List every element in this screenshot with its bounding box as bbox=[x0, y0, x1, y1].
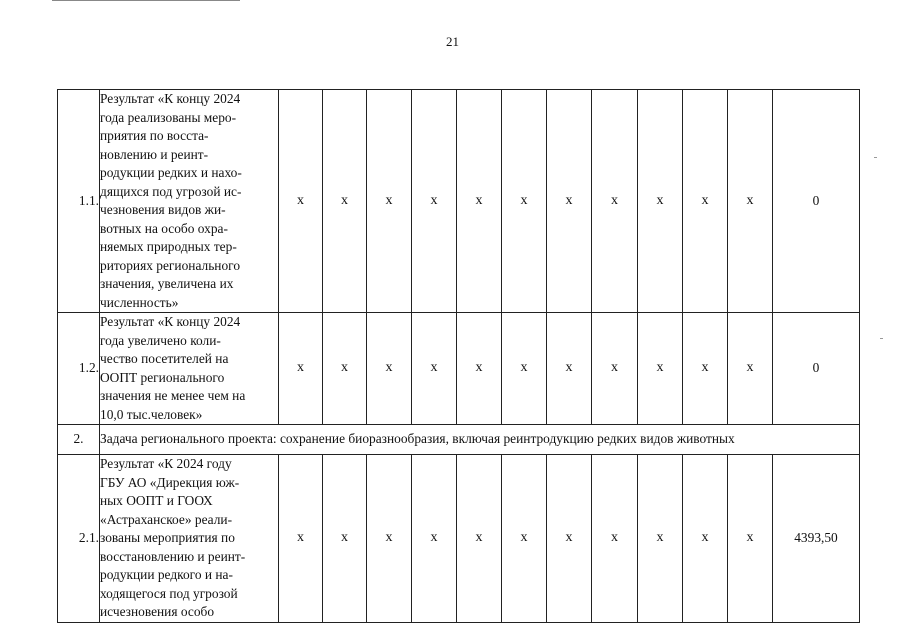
row-number: 2. bbox=[58, 425, 100, 455]
x-mark-cell: x bbox=[592, 90, 638, 313]
x-mark-cell: x bbox=[279, 90, 323, 313]
x-mark-cell: x bbox=[683, 313, 728, 425]
page-number: 21 bbox=[446, 34, 459, 49]
total-value: 0 bbox=[773, 90, 860, 313]
x-mark-cell: x bbox=[638, 313, 683, 425]
description-line: ных ООПТ и ГООХ bbox=[100, 493, 213, 508]
top-rule bbox=[52, 0, 240, 1]
x-mark-cell: x bbox=[547, 455, 592, 623]
scan-speck bbox=[874, 157, 877, 158]
total-value: 0 bbox=[773, 313, 860, 425]
table-row bbox=[58, 90, 860, 313]
description-line: ООПТ регионального bbox=[100, 369, 225, 385]
x-mark-cell: x bbox=[367, 313, 412, 425]
description-line: года увеличено коли- bbox=[100, 332, 221, 348]
description-line: чество посетителей на bbox=[100, 351, 229, 366]
result-description bbox=[100, 455, 279, 623]
x-mark-cell: x bbox=[323, 313, 367, 425]
x-mark-cell: x bbox=[728, 455, 773, 623]
row-number: 2.1. bbox=[58, 455, 100, 623]
description-line: родукции редкого и на- bbox=[100, 567, 233, 582]
description-line: Результат «К концу 2024 bbox=[100, 91, 241, 106]
x-mark-cell: x bbox=[323, 90, 367, 313]
x-mark-cell: x bbox=[367, 455, 412, 623]
description-line: чезновения видов жи- bbox=[100, 202, 226, 217]
description-line: исчезновения особо bbox=[100, 604, 215, 619]
description-line: ходящегося под угрозой bbox=[100, 585, 238, 601]
table-row bbox=[58, 313, 860, 425]
description-line: приятия по восста- bbox=[100, 128, 209, 143]
x-mark-cell: x bbox=[547, 90, 592, 313]
task-heading: Задача регионального проекта: сохранение биоразнообразия, включая реинтродукцию редких видов животных bbox=[100, 425, 860, 455]
x-mark-cell: x bbox=[728, 313, 773, 425]
row-number: 1.2. bbox=[58, 313, 100, 425]
total-value: 4393,50 bbox=[773, 455, 860, 623]
description-line: вотных на особо охра- bbox=[100, 220, 228, 236]
description-line: значения, увеличена их bbox=[100, 276, 234, 291]
x-mark-cell: x bbox=[547, 313, 592, 425]
x-mark-cell: x bbox=[279, 455, 323, 623]
x-mark-cell: x bbox=[502, 313, 547, 425]
x-mark-cell: x bbox=[323, 455, 367, 623]
x-mark-cell: x bbox=[683, 455, 728, 623]
description-line: численность» bbox=[100, 294, 179, 310]
description-line: новлению и реинт- bbox=[100, 146, 209, 162]
result-description bbox=[100, 313, 279, 425]
description-line: зованы мероприятия по bbox=[100, 530, 235, 545]
description-line: няемых природных тер- bbox=[100, 239, 237, 254]
x-mark-cell: x bbox=[638, 90, 683, 313]
x-mark-cell: x bbox=[728, 90, 773, 313]
description-line: «Астраханское» реали- bbox=[100, 511, 233, 527]
description-line: родукции редких и нахо- bbox=[100, 165, 242, 180]
x-mark-cell: x bbox=[412, 455, 457, 623]
x-mark-cell: x bbox=[367, 90, 412, 313]
description-line: года реализованы меро- bbox=[100, 109, 237, 125]
description-line: значения не менее чем на bbox=[100, 388, 246, 403]
description-line: Результат «К концу 2024 bbox=[100, 314, 241, 329]
result-description bbox=[100, 90, 279, 313]
x-mark-cell: x bbox=[638, 455, 683, 623]
table-row bbox=[58, 425, 860, 455]
x-mark-cell: x bbox=[592, 313, 638, 425]
description-line: восстановлению и реинт- bbox=[100, 548, 246, 564]
description-line: Результат «К 2024 году bbox=[100, 456, 232, 471]
results-table bbox=[57, 89, 860, 623]
x-mark-cell: x bbox=[412, 313, 457, 425]
description-line: риториях регионального bbox=[100, 257, 241, 273]
x-mark-cell: x bbox=[457, 455, 502, 623]
table-row bbox=[58, 455, 860, 623]
x-mark-cell: x bbox=[683, 90, 728, 313]
x-mark-cell: x bbox=[457, 90, 502, 313]
x-mark-cell: x bbox=[412, 90, 457, 313]
description-line: ГБУ АО «Дирекция юж- bbox=[100, 474, 240, 490]
description-line: 10,0 тыс.человек» bbox=[100, 406, 203, 422]
x-mark-cell: x bbox=[279, 313, 323, 425]
x-mark-cell: x bbox=[592, 455, 638, 623]
scan-speck bbox=[880, 338, 883, 339]
x-mark-cell: x bbox=[457, 313, 502, 425]
row-number: 1.1. bbox=[58, 90, 100, 313]
x-mark-cell: x bbox=[502, 455, 547, 623]
description-line: дящихся под угрозой ис- bbox=[100, 183, 242, 199]
x-mark-cell: x bbox=[502, 90, 547, 313]
